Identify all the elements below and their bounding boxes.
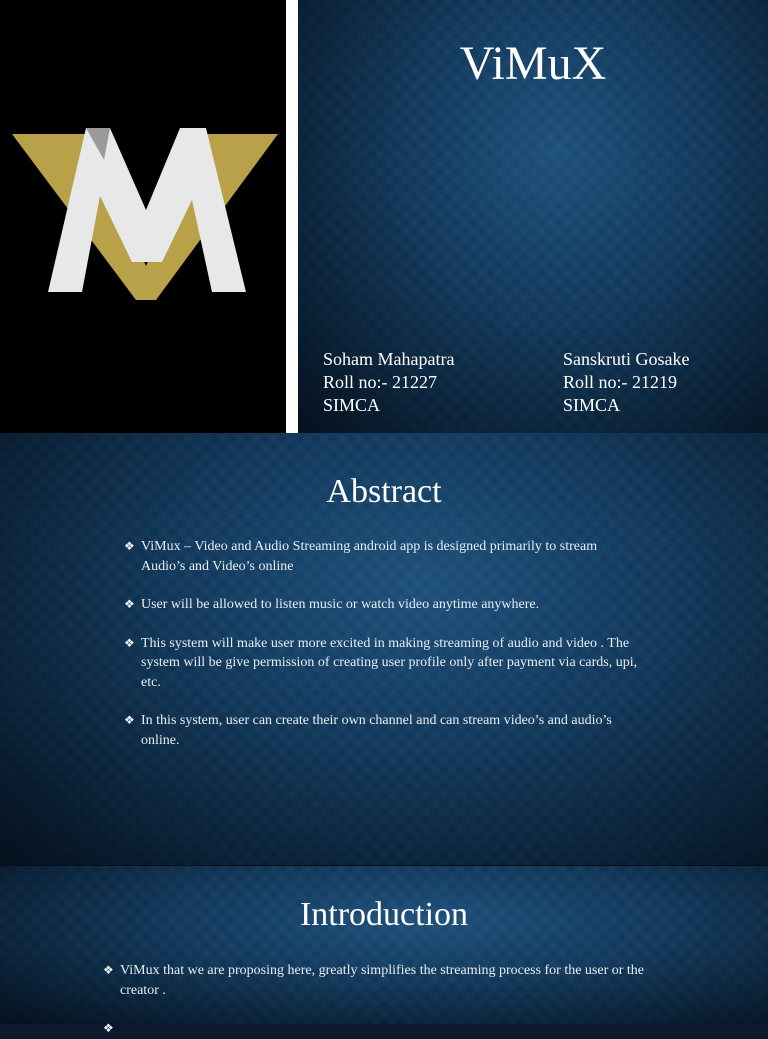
diamond-bullet-icon: ❖ bbox=[103, 1021, 114, 1035]
author-institute: SIMCA bbox=[563, 395, 621, 415]
abstract-slide bbox=[0, 433, 768, 865]
author-roll: Roll no:- 21219 bbox=[563, 372, 678, 392]
presentation-title: ViMuX bbox=[459, 37, 607, 90]
author-1 bbox=[323, 348, 454, 417]
diamond-bullet-icon: ❖ bbox=[124, 597, 135, 611]
introduction-slide bbox=[0, 866, 768, 1035]
author-name: Sanskruti Gosake bbox=[563, 349, 690, 369]
diamond-bullet-icon: ❖ bbox=[124, 635, 135, 650]
list-item: ❖ This system will make user more excited in making streaming of audio and video . The system will be give permission of creating user profile only after payment via cards, upi, etc. bbox=[124, 635, 638, 690]
list-item: ❖ User will be allowed to listen music or watch video anytime anywhere. bbox=[124, 595, 644, 615]
introduction-bullets bbox=[103, 961, 663, 1035]
title-slide bbox=[0, 0, 768, 433]
slide-title: Introduction bbox=[299, 896, 469, 933]
author-2 bbox=[563, 348, 689, 417]
list-item: ❖ ViMux that we are proposing here, greatly simplifies the streaming process for the user or the creator . bbox=[103, 963, 645, 998]
abstract-bullets bbox=[124, 537, 644, 769]
title-area bbox=[298, 0, 768, 433]
diamond-bullet-icon: ❖ bbox=[124, 539, 135, 553]
list-item: ❖ ViMux – Video and Audio Streaming android app is designed primarily to stream Audio’s and Video’s online bbox=[124, 539, 598, 574]
divider-bar bbox=[286, 0, 298, 433]
vm-logo-icon bbox=[0, 0, 286, 433]
slide-title: Abstract bbox=[326, 473, 442, 510]
diamond-bullet-icon: ❖ bbox=[103, 963, 114, 977]
logo-panel bbox=[0, 0, 286, 433]
author-name: Soham Mahapatra bbox=[323, 349, 455, 369]
list-item: ❖ In this system, user can create their own channel and can stream video’s and audio’s online. bbox=[124, 713, 612, 748]
diamond-bullet-icon: ❖ bbox=[124, 713, 135, 727]
author-institute: SIMCA bbox=[323, 395, 381, 415]
author-roll: Roll no:- 21227 bbox=[323, 372, 438, 392]
